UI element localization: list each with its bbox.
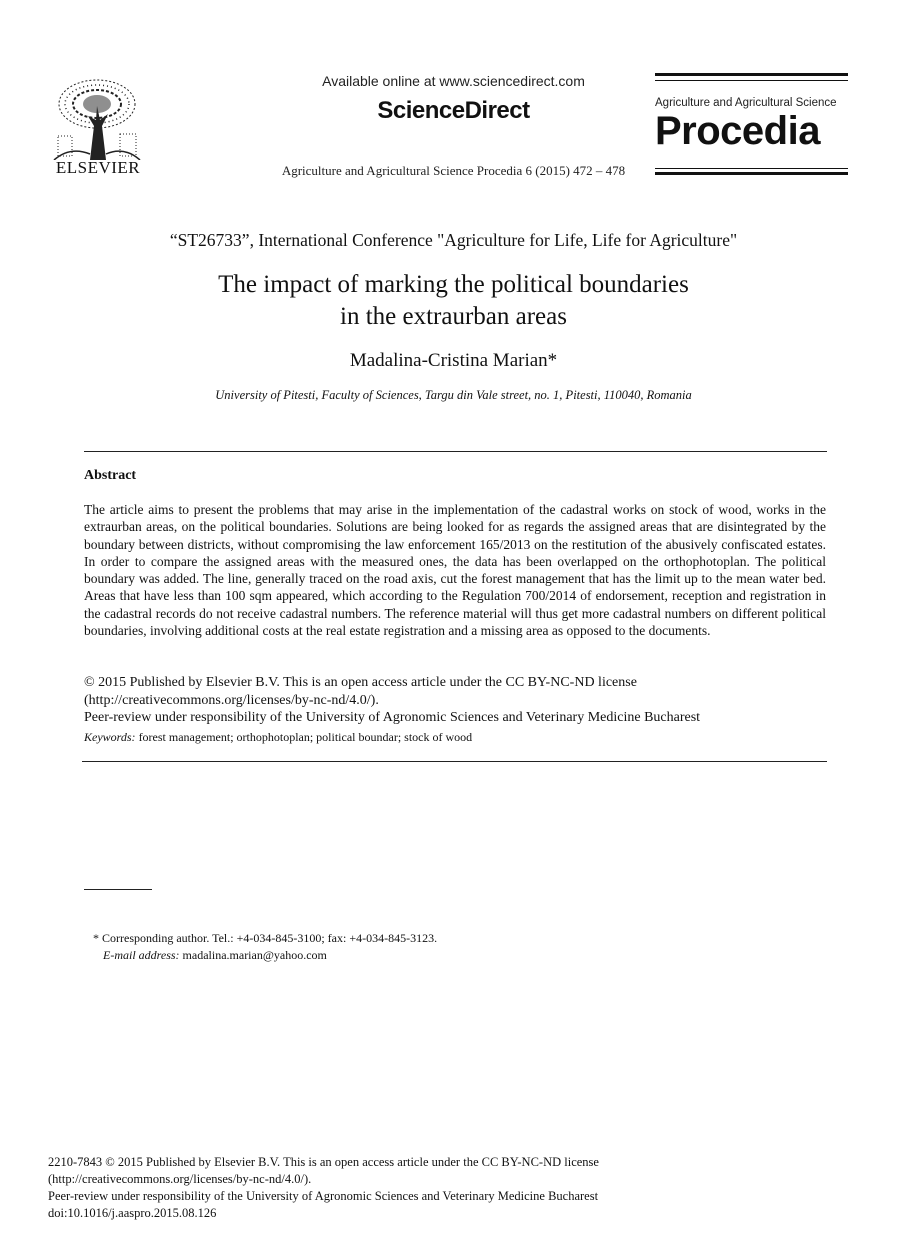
- email-address[interactable]: madalina.marian@yahoo.com: [182, 948, 327, 962]
- procedia-bottom-rule: [655, 172, 848, 175]
- keywords-label: Keywords:: [84, 730, 136, 744]
- keywords-list: forest management; orthophotoplan; political boundar; stock of wood: [138, 730, 473, 744]
- peer-review-line: Peer-review under responsibility of the University of Agronomic Sciences and Veterinary Medicine Bucharest: [84, 710, 701, 725]
- footer-peer-review: Peer-review under responsibility of the University of Agronomic Sciences and Veterinary Medicine Bucharest: [48, 1189, 599, 1203]
- conference-name: “ST26733”, International Conference "Agriculture for Life, Life for Agriculture": [169, 230, 738, 250]
- keywords: [84, 730, 472, 745]
- email-label: E-mail address:: [103, 948, 180, 962]
- abstract-body: The article aims to present the problems that may arise in the implementation of the cadastral works on stock of wood, works in the extraurban areas, on the political boundaries. Solutions are being looked for as regards the assigned areas that are disintegrated by the boundary between districts, without compromising the law enforcement 165/2013 on the restitution of the abusively confiscated estates. In order to compare the assigned areas with the measured ones, the data has been overlapped on the orthophotoplan. The political boundary was added. The line, generally traced on the road axis, cut the forest management that has the limit up to the mean water bed. Areas that have less than 100 sqm appeared, which according to the Regulation 700/2014 of endorsement, reception and registration in the cadastral records do not receive cadastral numbers. The reference material will thus get more cadastral numbers on different political boundaries, involving additional costs at the real estate registration and a missing area as opposed to the documents.: [84, 502, 826, 639]
- page-footer: [48, 1154, 848, 1222]
- procedia-bottom-thin-rule: [655, 168, 848, 169]
- abstract-top-divider: [84, 451, 827, 452]
- abstract-bottom-divider: [82, 761, 827, 762]
- procedia-logo: [655, 73, 848, 175]
- journal-citation: Agriculture and Agricultural Science Procedia 6 (2015) 472 – 478: [281, 163, 626, 178]
- footnote-rule: [84, 889, 152, 890]
- license-link[interactable]: (http://creativecommons.org/licenses/by-nc-nd/4.0/).: [84, 692, 379, 708]
- footer-doi[interactable]: doi:10.1016/j.aaspro.2015.08.126: [48, 1206, 217, 1220]
- elsevier-wordmark: ELSEVIER: [55, 158, 141, 177]
- procedia-top-rule: [655, 73, 848, 76]
- copyright-line: © 2015 Published by Elsevier B.V. This is an open access article under the CC BY-NC-ND license: [84, 675, 637, 690]
- paper-title: [0, 269, 907, 333]
- footnote: [93, 930, 437, 964]
- paper-title-line1: The impact of marking the political boundaries: [218, 271, 689, 298]
- corresponding-author: * Corresponding author. Tel.: +4-034-845-3100; fax: +4-034-845-3123.: [93, 931, 438, 945]
- paper-title-line2: in the extraurban areas: [340, 303, 567, 330]
- elsevier-tree-logo-icon: [50, 76, 144, 160]
- abstract-heading: Abstract: [84, 468, 137, 483]
- procedia-name: Procedia: [655, 109, 820, 153]
- footer-license-link[interactable]: (http://creativecommons.org/licenses/by-nc-nd/4.0/).: [48, 1172, 312, 1186]
- procedia-top-thin-rule: [655, 80, 848, 81]
- procedia-subtitle: Agriculture and Agricultural Science: [655, 97, 837, 109]
- available-online-text[interactable]: Available online at www.sciencedirect.com: [322, 73, 585, 89]
- sciencedirect-logo-text: ScienceDirect: [377, 97, 530, 124]
- footer-issn-copyright: 2210-7843 © 2015 Published by Elsevier B.V. This is an open access article under the CC BY-NC-ND license: [48, 1155, 599, 1169]
- author-name: Madalina-Cristina Marian*: [349, 350, 558, 371]
- email-row: [93, 947, 437, 964]
- author-affiliation: University of Pitesti, Faculty of Sciences, Targu din Vale street, no. 1, Pitesti, 110040, Romania: [215, 388, 692, 402]
- abstract-license: [84, 674, 826, 727]
